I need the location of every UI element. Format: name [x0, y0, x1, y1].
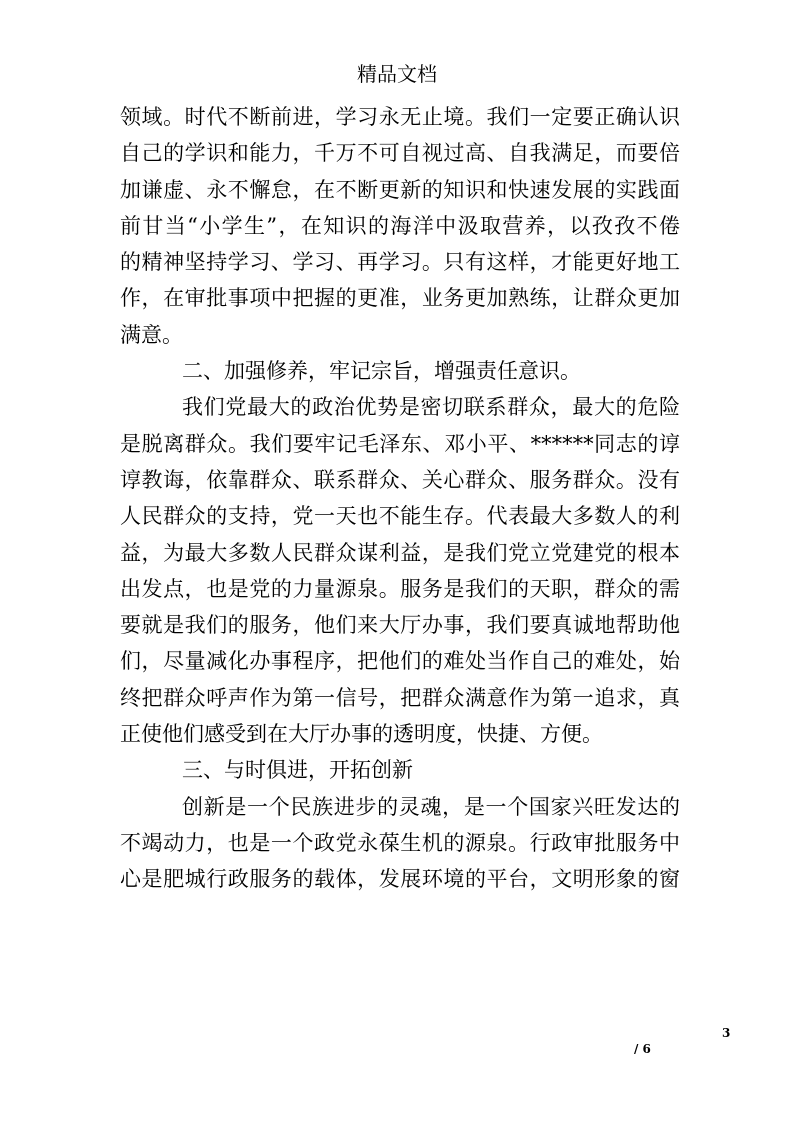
body-line: 心是肥城行政服务的载体，发展环境的平台，文明形象的窗: [120, 867, 680, 892]
body-line: 要就是我们的服务，他们来大厅办事，我们要真诚地帮助他: [120, 613, 680, 638]
body-line: 前甘当“小学生”，在知识的海洋中汲取营养，以孜孜不倦: [120, 213, 680, 238]
page-total: / 6: [634, 1042, 651, 1056]
body-line: 出发点，也是党的力量源泉。服务是我们的天职，群众的需: [120, 576, 680, 601]
body-line: 加谦虚、永不懈怠，在不断更新的知识和快速发展的实践面: [120, 177, 680, 202]
body-line: 益，为最大多数人民群众谋利益，是我们党立党建党的根本: [120, 540, 680, 565]
page-header-title: 精品文档: [357, 62, 437, 86]
body-line: 谆教诲，依靠群众、联系群众、关心群众、服务群众。没有: [120, 467, 680, 492]
body-line: 自己的学识和能力，千万不可自视过高、自我满足，而要倍: [120, 141, 680, 166]
document-body: [120, 99, 680, 898]
section-heading: 三、与时俱进，开拓创新: [182, 758, 413, 783]
body-line: 领域。时代不断前进，学习永无止境。我们一定要正确认识: [120, 105, 680, 129]
body-line: 我们党最大的政治优势是密切联系群众，最大的危险: [182, 395, 680, 420]
body-line: 的精神坚持学习、学习、再学习。只有这样，才能更好地工: [120, 250, 680, 275]
section-heading: 二、加强修养，牢记宗旨，增强责任意识。: [182, 359, 581, 384]
body-line: 人民群众的支持，党一天也不能生存。代表最大多数人的利: [120, 504, 680, 529]
body-line: 终把群众呼声作为第一信号，把群众满意作为第一追求，真: [120, 685, 680, 710]
body-line: 创新是一个民族进步的灵魂，是一个国家兴旺发达的: [182, 794, 680, 819]
body-line: 满意。: [120, 322, 183, 347]
body-line: 正使他们感受到在大厅办事的透明度，快捷、方便。: [120, 722, 603, 747]
page-number: 3: [722, 1026, 731, 1040]
body-line: 们，尽量减化办事程序，把他们的难处当作自己的难处，始: [120, 649, 680, 674]
body-line: 不竭动力，也是一个政党永葆生机的源泉。行政审批服务中: [120, 830, 680, 855]
body-line: 作，在审批事项中把握的更准，业务更加熟练，让群众更加: [120, 286, 680, 311]
body-line: 是脱离群众。我们要牢记毛泽东、邓小平、******同志的谆: [120, 431, 680, 456]
